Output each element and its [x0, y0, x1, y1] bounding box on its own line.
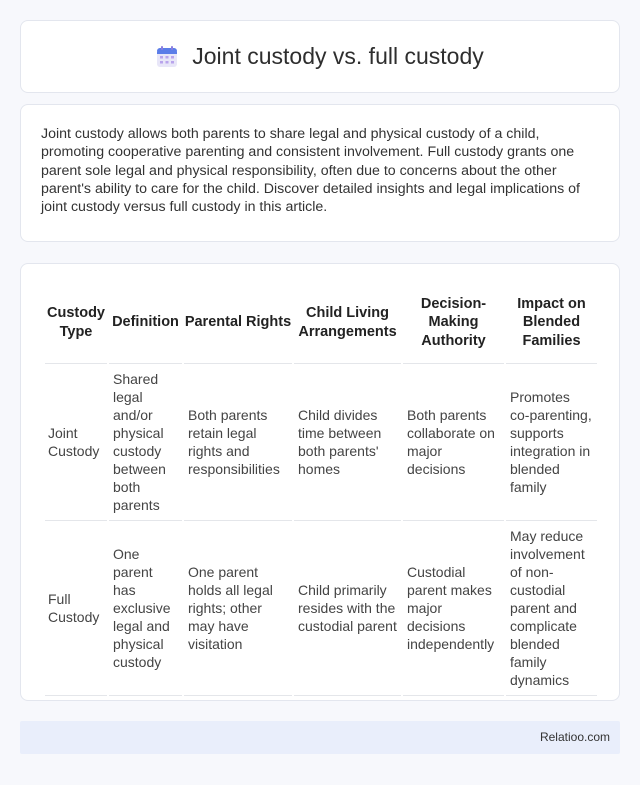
- footer-brand[interactable]: Relatioo.com: [539, 730, 610, 744]
- header-custody-type: Custody Type: [45, 282, 107, 364]
- header-parental-rights: Parental Rights: [184, 282, 292, 364]
- cell-custody-type: Joint Custody: [45, 364, 107, 521]
- footer: [20, 721, 620, 754]
- cell-custody-type: Full Custody: [45, 521, 107, 696]
- cell-definition: One parent has exclusive legal and physical custody: [109, 521, 182, 696]
- cell-impact-on-blended-families: Promotes co-parenting, supports integration in blended family: [506, 364, 597, 521]
- table-row: [45, 364, 597, 521]
- comparison-table-card: [20, 263, 620, 701]
- cell-parental-rights: One parent holds all legal rights; other may have visitation: [184, 521, 292, 696]
- cell-parental-rights: Both parents retain legal rights and responsibilities: [184, 364, 292, 521]
- intro-card: [20, 104, 620, 242]
- page-title: Joint custody vs. full custody: [192, 43, 484, 69]
- cell-decision-making-authority: Custodial parent makes major decisions independently: [403, 521, 504, 696]
- cell-child-living-arrangements: Child primarily resides with the custodial parent: [294, 521, 401, 696]
- header-impact-on-blended-families: Impact on Blended Families: [506, 282, 597, 364]
- cell-definition: Shared legal and/or physical custody between both parents: [109, 364, 182, 521]
- cell-impact-on-blended-families: May reduce involvement of non-custodial parent and complicate blended family dynamics: [506, 521, 597, 696]
- comparison-table: [43, 282, 599, 696]
- header-definition: Definition: [109, 282, 182, 364]
- table-row: [45, 521, 597, 696]
- intro-text: Joint custody allows both parents to share legal and physical custody of a child, promoting cooperative parenting and consistent involvement. Full custody grants one parent sole legal and physical responsibility, often due to concerns about the other parent's ability to care for the child. Discover detailed insights and legal implications of joint custody versus full custody in this article.: [41, 126, 580, 216]
- calendar-icon: [156, 46, 178, 68]
- title-card: [20, 20, 620, 93]
- cell-decision-making-authority: Both parents collaborate on major decisions: [403, 364, 504, 521]
- header-decision-making-authority: Decision-Making Authority: [403, 282, 504, 364]
- cell-child-living-arrangements: Child divides time between both parents' homes: [294, 364, 401, 521]
- header-child-living-arrangements: Child Living Arrangements: [294, 282, 401, 364]
- table-header-row: [45, 282, 597, 364]
